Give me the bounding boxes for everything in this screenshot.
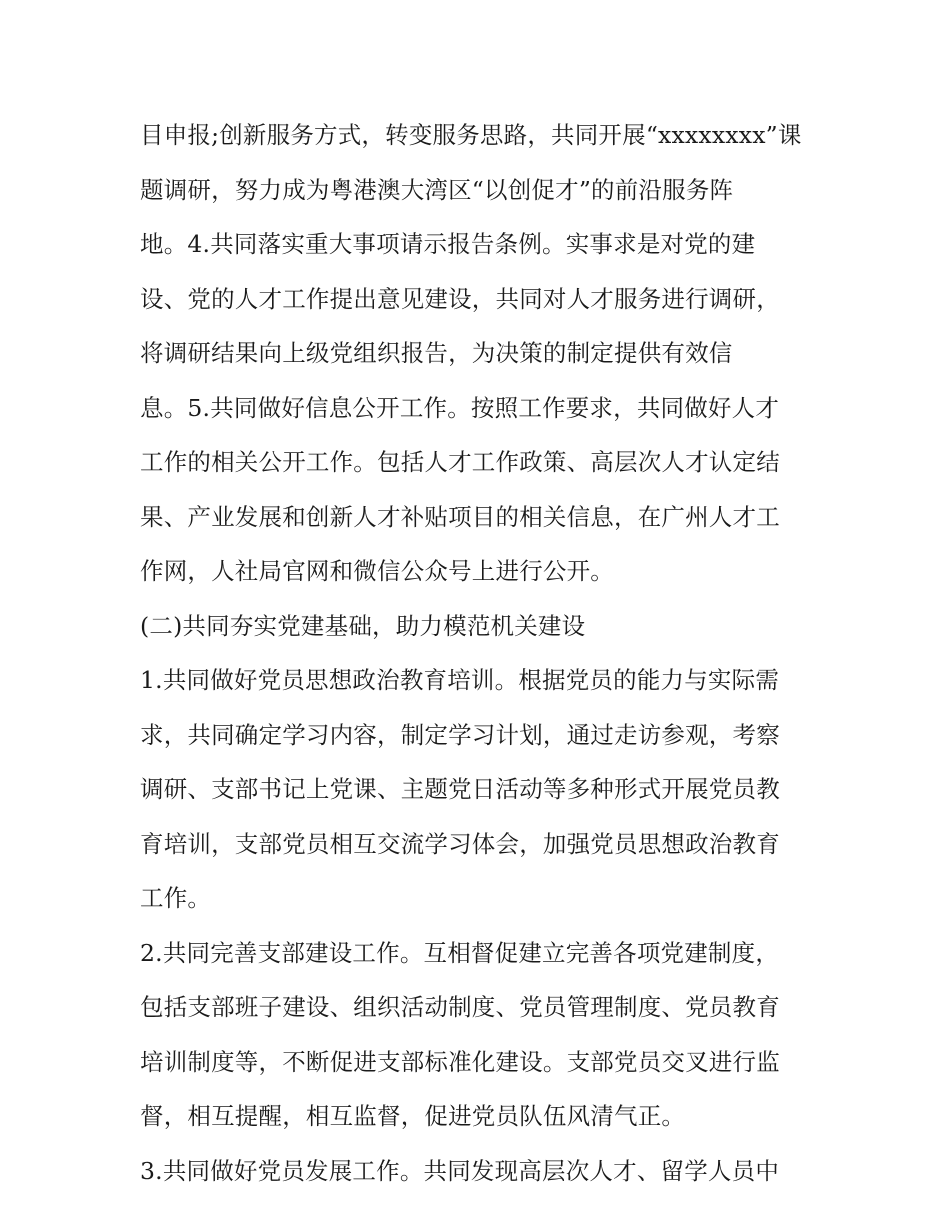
text-line: 工作的相关公开工作。包括人才工作政策、高层次人才认定结 [140,448,780,476]
text-line: 1.共同做好党员思想政治教育培训。根据党员的能力与实际需 [140,666,780,694]
section-heading: (二)共同夯实党建基础，助力模范机关建设 [140,611,586,640]
text-line: 题调研，努力成为粤港澳大湾区“以创促才”的前沿服务阵 [140,175,734,204]
text-line: 工作。 [140,884,212,912]
text-line: 2.共同完善支部建设工作。互相督促建立完善各项党建制度， [140,938,780,967]
text-line: 培训制度等，不断促进支部标准化建设。支部党员交叉进行监 [140,1047,780,1076]
text-line: 育培训，支部党员相互交流学习体会，加强党员思想政治教育 [140,829,780,858]
text-line: 息。5.共同做好信息公开工作。按照工作要求，共同做好人才 [140,393,780,422]
text-line: 调研、支部书记上党课、主题党日活动等多种形式开展党员教 [140,775,780,803]
text-line: 包括支部班子建设、组织活动制度、党员管理制度、党员教育 [140,993,780,1021]
text-line: 督，相互提醒，相互监督，促进党员队伍风清气正。 [140,1102,686,1130]
text-line: 作网，人社局官网和微信公众号上进行公开。 [140,557,614,585]
text-line: 目申报;创新服务方式，转变服务思路，共同开展“xxxxxxxx”课 [140,121,802,149]
text-line: 3.共同做好党员发展工作。共同发现高层次人才、留学人员中 [140,1156,780,1185]
text-line: 地。4.共同落实重大事项请示报告条例。实事求是对党的建 [140,230,756,258]
text-line: 将调研结果向上级党组织报告，为决策的制定提供有效信 [140,339,733,367]
text-line: 设、党的人才工作提出意见建设，共同对人才服务进行调研， [140,284,780,313]
text-line: 求，共同确定学习内容，制定学习计划，通过走访参观，考察 [140,720,780,749]
document-body [140,108,820,1198]
text-line: 果、产业发展和创新人才补贴项目的相关信息，在广州人才工 [140,502,780,531]
